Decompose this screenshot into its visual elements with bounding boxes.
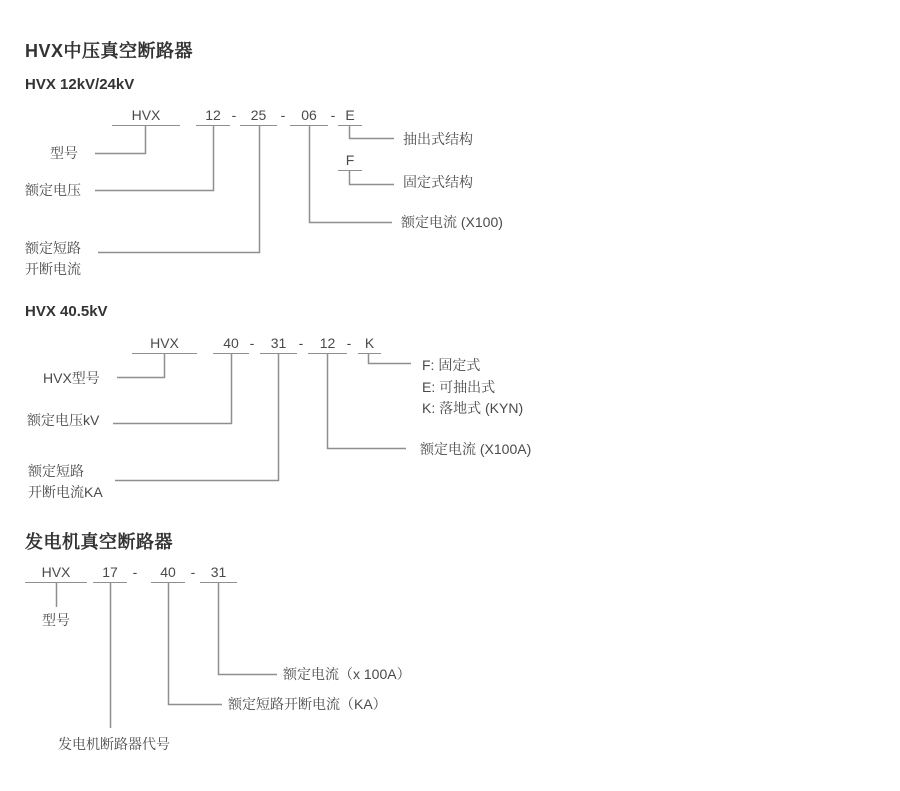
s2-model-connector [117, 353, 165, 378]
s1-label-fixed: 固定式结构 [403, 174, 473, 190]
s1-fixed-connector [350, 170, 395, 185]
s1-code-breaking: 25 [240, 105, 277, 126]
s1-current-connector [310, 125, 393, 223]
s2-code-voltage: 40 [213, 333, 249, 354]
s3-current-connector [219, 582, 278, 675]
s2-dash-3: - [346, 335, 352, 351]
s3-dash-2: - [190, 564, 196, 580]
s3-code-current: 31 [200, 562, 237, 583]
s1-label-model: 型号 [50, 145, 78, 161]
s2-code-structure: K [358, 333, 381, 354]
s1-code-structure-f: F [338, 150, 362, 171]
section-generator-title: 发电机真空断路器 [25, 532, 173, 552]
s3-label-rated-current: 额定电流（x 100A） [283, 666, 411, 682]
s1-code-current: 06 [290, 105, 328, 126]
s1-code-voltage: 12 [196, 105, 230, 126]
s3-code-prefix: HVX [25, 562, 87, 583]
s3-label-model: 型号 [42, 612, 70, 628]
s3-breaking-connector [169, 582, 223, 705]
s2-voltage-connector [113, 353, 232, 424]
s2-code-current: 12 [308, 333, 347, 354]
page-title: HVX中压真空断路器 [25, 41, 194, 61]
s1-label-rated-current: 额定电流 (X100) [401, 214, 503, 230]
s3-label-generator-designation: 发电机断路器代号 [58, 736, 170, 752]
s2-dash-2: - [298, 335, 304, 351]
s2-structure-connector [369, 353, 412, 364]
s1-breaking-connector [98, 125, 260, 253]
s2-code-breaking: 31 [260, 333, 297, 354]
s2-option-floor: K: 落地式 (KYN) [422, 400, 524, 416]
s1-label-rated-voltage: 额定电压 [25, 182, 81, 198]
s3-dash-1: - [132, 564, 138, 580]
s2-label-model: HVX型号 [43, 370, 100, 386]
s2-option-fixed: F: 固定式 [422, 357, 481, 373]
s1-dash-2: - [280, 107, 286, 123]
s2-dash-1: - [249, 335, 255, 351]
s3-code-generator: 17 [93, 562, 127, 583]
s2-code-prefix: HVX [132, 333, 197, 354]
s2-label-rated-current: 额定电流 (X100A) [420, 441, 532, 457]
s2-breaking-connector [115, 353, 279, 481]
s1-label-short-circuit-2: 开断电流 [25, 261, 81, 277]
section-405-subtitle: HVX 40.5kV [25, 303, 108, 320]
s2-label-rated-voltage: 额定电压kV [27, 412, 100, 428]
s1-code-prefix: HVX [112, 105, 180, 126]
s1-code-structure-e: E [338, 105, 362, 126]
s1-withdrawable-connector [350, 125, 395, 139]
s1-model-connector [95, 125, 146, 154]
s1-label-withdrawable: 抽出式结构 [403, 131, 473, 147]
s3-label-short-circuit: 额定短路开断电流（KA） [228, 696, 387, 712]
s2-current-connector [328, 353, 407, 449]
s2-label-short-circuit-1: 额定短路 [28, 463, 84, 479]
section-mv-subtitle: HVX 12kV/24kV [25, 76, 135, 93]
s2-label-short-circuit-2: 开断电流KA [28, 484, 103, 500]
s1-voltage-connector [95, 125, 214, 191]
s1-dash-1: - [231, 107, 237, 123]
s1-dash-3: - [330, 107, 336, 123]
s2-option-withdrawable: E: 可抽出式 [422, 379, 496, 395]
s1-label-short-circuit-1: 额定短路 [25, 240, 81, 256]
s3-code-breaking: 40 [151, 562, 185, 583]
